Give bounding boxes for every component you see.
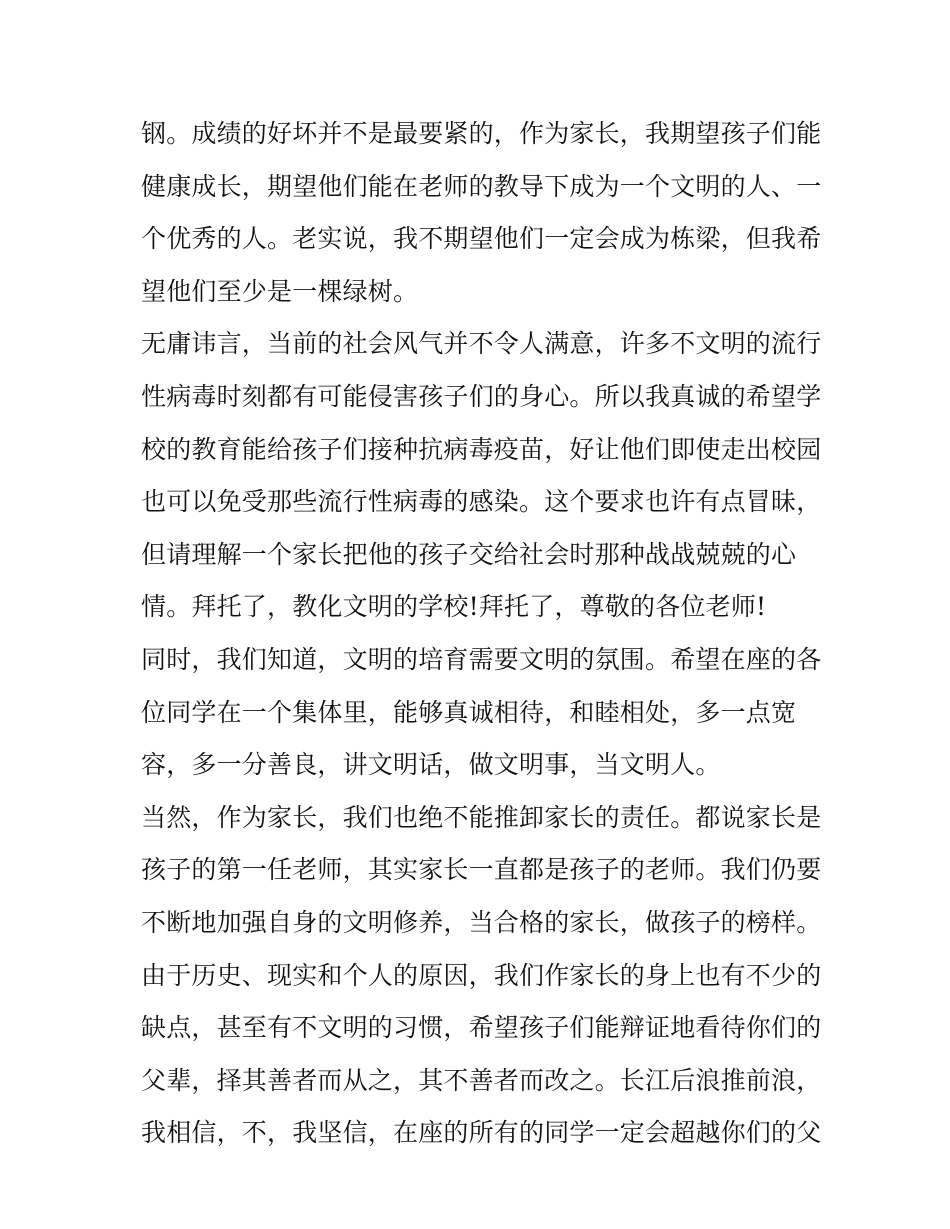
text-line: 个优秀的人。老实说，我不期望他们一定会成为栋梁，但我希: [141, 224, 822, 254]
text-line: 望他们至少是一棵绿树。: [141, 276, 419, 306]
text-line: 情。拜托了，教化文明的学校!拜托了，尊敬的各位老师!: [141, 592, 767, 622]
text-line: 不断地加强自身的文明修养，当合格的家长，做孩子的榜样。: [141, 907, 822, 937]
text-line: 同时，我们知道，文明的培育需要文明的氛围。希望在座的各: [141, 644, 822, 674]
text-line: 缺点，甚至有不文明的习惯，希望孩子们能辩证地看待你们的: [141, 1013, 822, 1043]
text-line: 孩子的第一任老师，其实家长一直都是孩子的老师。我们仍要: [141, 855, 822, 885]
text-line: 健康成长，期望他们能在老师的教导下成为一个文明的人、一: [141, 171, 822, 201]
text-line: 也可以免受那些流行性病毒的感染。这个要求也许有点冒昧，: [141, 487, 822, 517]
text-line: 我相信，不，我坚信，在座的所有的同学一定会超越你们的父: [141, 1118, 822, 1148]
text-line: 容，多一分善良，讲文明话，做文明事，当文明人。: [141, 750, 721, 780]
text-line: 但请理解一个家长把他的孩子交给社会时那种战战兢兢的心: [141, 539, 797, 569]
text-line: 父辈，择其善者而从之，其不善者而改之。长江后浪推前浪，: [141, 1065, 822, 1095]
body-text: [141, 108, 821, 1160]
text-line: 无庸讳言，当前的社会风气并不令人满意，许多不文明的流行: [141, 329, 822, 359]
text-line: 由于历史、现实和个人的原因，我们作家长的身上也有不少的: [141, 960, 822, 990]
text-line: 位同学在一个集体里，能够真诚相待，和睦相处，多一点宽: [141, 697, 797, 727]
text-line: 钢。成绩的好坏并不是最要紧的，作为家长，我期望孩子们能: [141, 119, 822, 148]
text-line: 当然，作为家长，我们也绝不能推卸家长的责任。都说家长是: [141, 802, 822, 832]
text-line: 校的教育能给孩子们接种抗病毒疫苗，好让他们即使走出校园: [141, 434, 822, 464]
text-line: 性病毒时刻都有可能侵害孩子们的身心。所以我真诚的希望学: [141, 381, 822, 411]
